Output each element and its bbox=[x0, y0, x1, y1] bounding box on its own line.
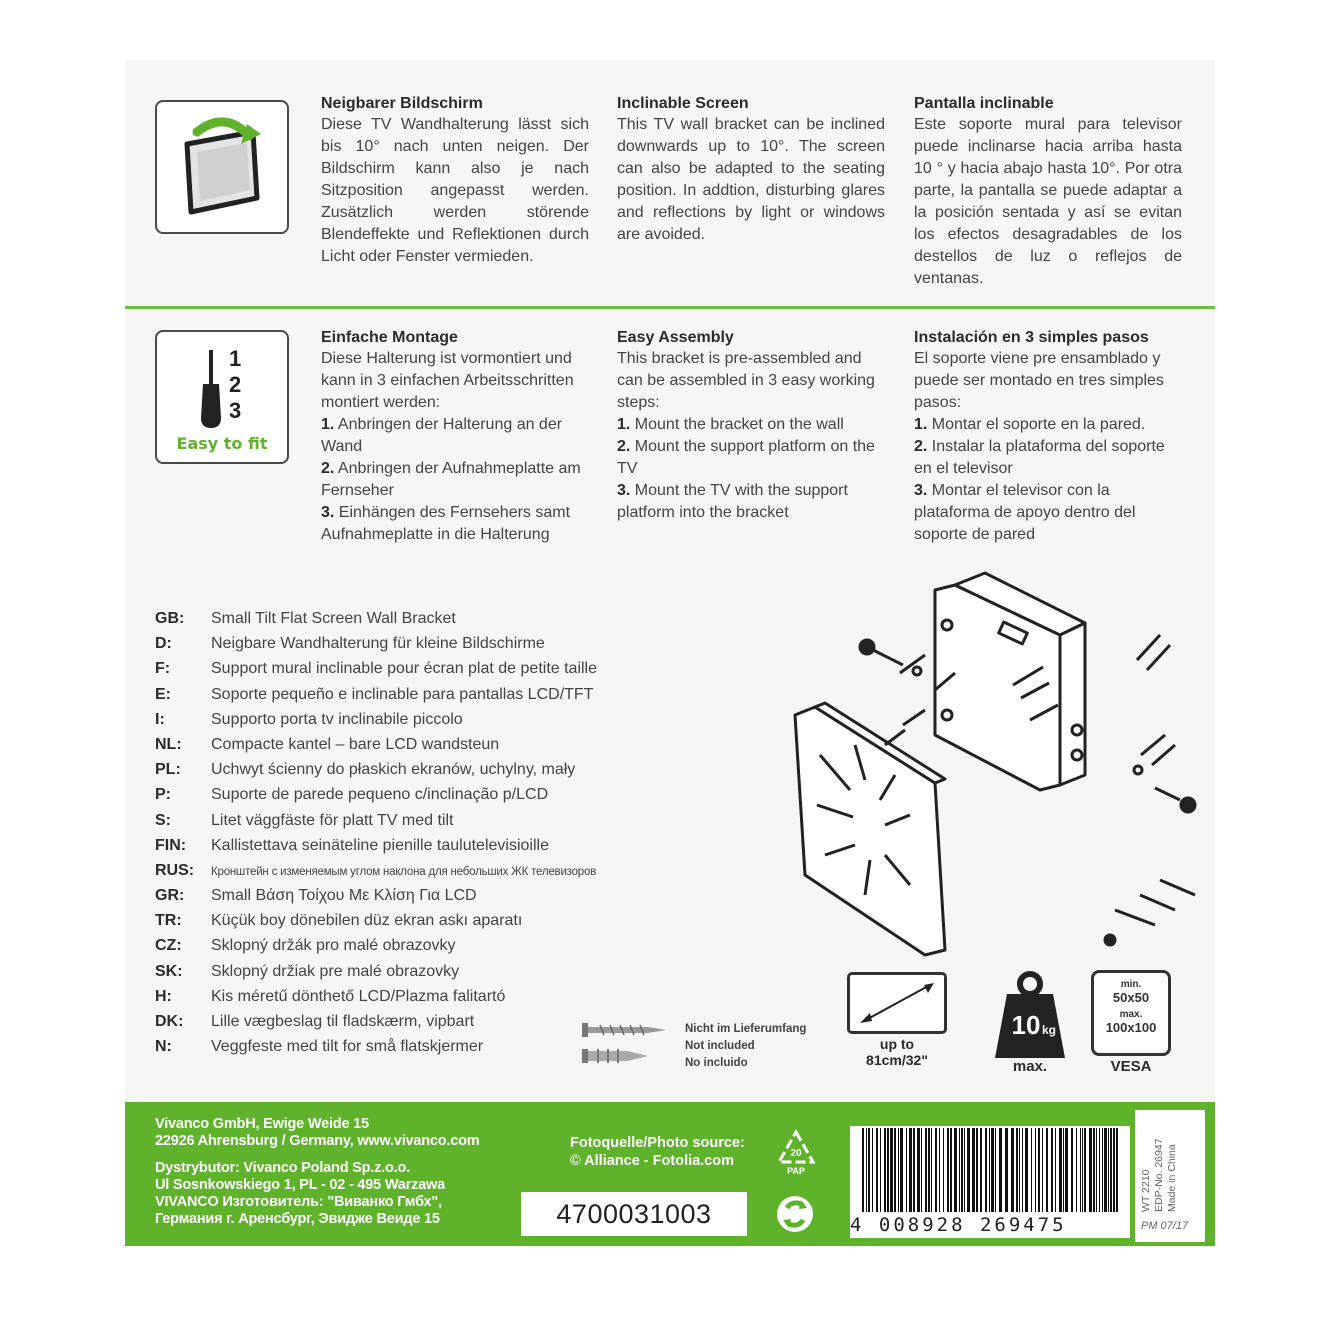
weight-unit: kg bbox=[1041, 1023, 1057, 1037]
tilt-screen-icon bbox=[155, 100, 289, 234]
barcode-bar bbox=[1016, 1128, 1018, 1212]
barcode-bar bbox=[928, 1128, 930, 1212]
barcode-bar bbox=[1046, 1128, 1048, 1212]
barcode-bar bbox=[909, 1128, 912, 1212]
barcode-bar bbox=[999, 1128, 1002, 1212]
footer-band bbox=[125, 1102, 1215, 1246]
screws-dowels-icon bbox=[580, 1015, 680, 1075]
barcode-bar bbox=[985, 1128, 987, 1212]
feature-tilt bbox=[125, 60, 1215, 306]
barcode-bar bbox=[884, 1128, 886, 1212]
barcode-bar bbox=[1042, 1128, 1043, 1212]
assembly-intro-en: This bracket is pre-assembled and can be assembled in 3 easy working steps: bbox=[617, 350, 875, 411]
barcode-bar bbox=[872, 1128, 873, 1212]
vesa-label: VESA bbox=[1110, 1058, 1152, 1075]
barcode-bars bbox=[850, 1128, 1130, 1214]
assembly-step-de: 1. Anbringen der Halterung an der Wand bbox=[321, 416, 563, 455]
list-item: NL: Compacte kantel – bare LCD wandsteun bbox=[155, 735, 500, 753]
list-item: F: Support mural inclinable pour écran plat de petite taille bbox=[155, 660, 598, 678]
barcode-bar bbox=[1022, 1128, 1023, 1212]
assembly-step-en: 2. Mount the support platform on the TV bbox=[617, 438, 875, 477]
tilt-title-en: Inclinable Screen bbox=[617, 95, 749, 112]
barcode-bar bbox=[1110, 1128, 1112, 1212]
barcode-bar bbox=[887, 1128, 889, 1212]
barcode-bar bbox=[1104, 1128, 1107, 1212]
barcode-bar bbox=[976, 1128, 978, 1212]
green-dot-icon bbox=[775, 1194, 815, 1234]
barcode-bar bbox=[1051, 1128, 1053, 1212]
barcode-bar bbox=[868, 1128, 870, 1212]
section-divider bbox=[125, 306, 1215, 309]
barcode-bar bbox=[1065, 1128, 1068, 1212]
recycle-label: PAP bbox=[787, 1166, 805, 1176]
barcode-bar bbox=[1019, 1128, 1020, 1212]
recycle-code: 20 bbox=[790, 1148, 802, 1159]
list-item: RUS: Кронштейн с изменяемым углом наклона для небольших ЖК телевизоров bbox=[155, 861, 597, 879]
assembly-step-2: 2 bbox=[229, 372, 242, 397]
distributor-address: Ul Sosnkowskiego 1, PL - 02 - 495 Warzawa bbox=[155, 1177, 445, 1193]
barcode-bar bbox=[890, 1128, 893, 1212]
vesa-min-value: 50x50 bbox=[1112, 990, 1150, 1005]
tilt-text-es bbox=[914, 94, 1182, 290]
barcode-bar bbox=[917, 1128, 920, 1212]
barcode-bar bbox=[1113, 1128, 1115, 1212]
vesa-min-label: min. bbox=[1120, 979, 1142, 990]
side-info-text bbox=[1140, 1138, 1179, 1212]
barcode-bar bbox=[876, 1128, 878, 1212]
bracket-exploded-drawing bbox=[785, 555, 1215, 965]
assembly-step-en: 1. Mount the bracket on the wall bbox=[617, 416, 844, 433]
weight-max-label: max. bbox=[1012, 1058, 1048, 1075]
weight-icon bbox=[993, 968, 1067, 1060]
barcode-bar bbox=[967, 1128, 970, 1212]
tilt-body-es: Este soporte mural para televisor puede inclinarse hacia arriba hasta 10 ° y hacia abajo hasta 10°. Por otra parte, la pantalla se puede adaptar a la posición sentada y así se evitan los efectos desagradables de los destellos de luz o reflejos de ventanas. bbox=[914, 116, 1182, 287]
barcode-bar bbox=[1035, 1128, 1036, 1212]
barcode-bar bbox=[1059, 1128, 1062, 1212]
barcode-bar bbox=[898, 1128, 899, 1212]
distributor-name: Dystrybutor: Vivanco Poland Sp.z.o.o. bbox=[155, 1160, 410, 1176]
tilt-title-de: Neigbarer Bildschirm bbox=[321, 95, 483, 112]
assembly-intro-es: El soporte viene pre ensamblado y puede ser montado en tres simples pasos: bbox=[914, 350, 1164, 411]
barcode-bar bbox=[894, 1128, 896, 1212]
barcode-bar bbox=[989, 1128, 990, 1212]
barcode-bar bbox=[925, 1128, 927, 1212]
list-item: FIN: Kallistettava seinäteline pienille taulutelevisioille bbox=[155, 836, 549, 854]
barcode-bar bbox=[1099, 1128, 1100, 1212]
barcode-bar bbox=[1011, 1128, 1014, 1212]
barcode-bar bbox=[1089, 1128, 1092, 1212]
barcode-bar bbox=[1071, 1128, 1073, 1212]
origin: Made in China bbox=[1166, 1144, 1178, 1212]
recycle-icon bbox=[775, 1128, 817, 1176]
barcode-bar bbox=[954, 1128, 957, 1212]
barcode-bar bbox=[1082, 1128, 1083, 1212]
not-included-en: Not included bbox=[685, 1040, 755, 1052]
barcode-bar bbox=[913, 1128, 915, 1212]
barcode-bar bbox=[959, 1128, 960, 1212]
tilt-title-es: Pantalla inclinable bbox=[914, 95, 1054, 112]
assembly-step-3: 3 bbox=[229, 398, 242, 423]
list-item: SK: Sklopný držiak pre malé obrazovky bbox=[155, 962, 460, 980]
barcode-bar bbox=[943, 1128, 944, 1212]
article-number: 4700031003 bbox=[521, 1192, 747, 1236]
list-item: I: Supporto porta tv inclinabile piccolo bbox=[155, 710, 463, 728]
company-name: Vivanco GmbH bbox=[155, 1116, 256, 1132]
weight-value: 10 bbox=[1011, 1010, 1041, 1040]
barcode-bar bbox=[1084, 1128, 1086, 1212]
assembly-text-de bbox=[321, 328, 589, 546]
barcode-bar bbox=[935, 1128, 937, 1212]
assembly-text-en bbox=[617, 328, 885, 524]
list-item: TR: Küçük boy dönebilen düz ekran askı aparatı bbox=[155, 912, 523, 930]
barcode-bar bbox=[921, 1128, 922, 1212]
assembly-step-es: 1. Montar el soporte en la pared. bbox=[914, 416, 1146, 433]
vesa-max-label: max. bbox=[1119, 1009, 1143, 1020]
vesa-spec-box bbox=[1091, 970, 1171, 1056]
assembly-step-de: 3. Einhängen des Fernsehers samt Aufnahmeplatte in die Halterung bbox=[321, 504, 571, 543]
barcode-bar bbox=[1076, 1128, 1077, 1212]
assembly-step-de: 2. Anbringen der Aufnahmeplatte am Fernseher bbox=[321, 460, 581, 499]
list-item: PL: Uchwyt ścienny do płaskich ekranów, uchylny, mały bbox=[155, 761, 576, 779]
model-number: WT 2210 bbox=[1140, 1169, 1152, 1212]
barcode-bar bbox=[972, 1128, 975, 1212]
assembly-title-es: Instalación en 3 simples pasos bbox=[914, 329, 1149, 346]
list-item: GR: Small Βάση Τοίχου Με Κλίση Για LCD bbox=[155, 887, 477, 905]
tilt-text-en bbox=[617, 94, 885, 246]
screwdriver-icon bbox=[155, 330, 289, 464]
barcode-bar bbox=[991, 1128, 994, 1212]
not-included-note bbox=[580, 1015, 820, 1075]
edp-number: EDP-No. 26947 bbox=[1153, 1138, 1165, 1212]
tilt-body-en: This TV wall bracket can be inclined downwards up to 10°. The screen can also be adapted to the seating position. In addtion, disturbing glares and reflections by light or windows are avoided. bbox=[617, 116, 885, 243]
list-item: D: Neigbare Wandhalterung für kleine Bildschirme bbox=[155, 635, 545, 653]
company-city: 22926 Ahrensburg / Germany, www.vivanco.com bbox=[155, 1133, 480, 1149]
barcode-bar bbox=[980, 1128, 982, 1212]
vesa-max-value: 100x100 bbox=[1105, 1020, 1157, 1035]
assembly-title-de: Einfache Montage bbox=[321, 329, 458, 346]
packaging-back bbox=[125, 60, 1215, 1246]
barcode-bar bbox=[866, 1128, 867, 1212]
ru-manufacturer: VIVANCO Изготовитель: "Виванко Гмбх", bbox=[155, 1194, 442, 1210]
product-name-translations bbox=[155, 606, 715, 1059]
barcode-bar bbox=[880, 1128, 881, 1212]
assembly-step-es: 3. Montar el televisor con la plataforma de apoyo dentro del soporte de pared bbox=[914, 482, 1136, 543]
barcode-bar bbox=[1102, 1128, 1103, 1212]
barcode-bar bbox=[1038, 1128, 1040, 1212]
list-item: DK: Lille vægbeslag til fladskærm, vipbart bbox=[155, 1013, 475, 1030]
barcode-bar bbox=[1108, 1128, 1109, 1212]
photo-source: Fotoquelle/Photo source: © Alliance - Fotolia.com bbox=[570, 1135, 745, 1169]
easy-to-fit-label: Easy to fit bbox=[176, 434, 268, 453]
list-item: S: Litet väggfäste för platt TV med tilt bbox=[155, 811, 454, 829]
barcode-bar bbox=[939, 1128, 940, 1212]
list-item: CZ: Sklopný držák pro malé obrazovky bbox=[155, 937, 456, 955]
tilt-text-de bbox=[321, 94, 589, 268]
barcode-bar bbox=[1055, 1128, 1056, 1212]
barcode-bar bbox=[995, 1128, 996, 1212]
screen-size-label: up to 81cm/32" bbox=[866, 1036, 928, 1068]
manufacturer-address bbox=[155, 1116, 479, 1228]
barcode-bar bbox=[964, 1128, 965, 1212]
list-item: H: Kis méretű dönthető LCD/Plazma falitartó bbox=[155, 987, 506, 1005]
barcode-bar bbox=[906, 1128, 907, 1212]
barcode-bar bbox=[950, 1128, 952, 1212]
barcode-bar bbox=[1093, 1128, 1095, 1212]
not-included-de: Nicht im Lieferumfang bbox=[685, 1023, 807, 1035]
company-street: , Ewige Weide 15 bbox=[255, 1116, 369, 1132]
barcode-bar bbox=[1116, 1128, 1118, 1212]
ean-digits: 4 008928 269475 bbox=[850, 1214, 1067, 1236]
barcode-bar bbox=[947, 1128, 949, 1212]
barcode-bar bbox=[1005, 1128, 1008, 1212]
barcode-bar bbox=[862, 1128, 864, 1212]
barcode-bar bbox=[1063, 1128, 1064, 1212]
ean-barcode bbox=[850, 1126, 1130, 1238]
ru-address: Германия г. Аренсбург, Эвидже Веиде 15 bbox=[155, 1211, 440, 1227]
list-item: E: Soporte pequeño e inclinable para pantallas LCD/TFT bbox=[155, 685, 594, 703]
tilt-body-de: Diese TV Wandhalterung lässt sich bis 10° nach unten neigen. Der Bildschirm kann also je nach Sitzposition angepasst werden. Zusätzlich werden störende Blendeffekte und Reflektionen durch Licht oder Fenster vermieden. bbox=[321, 116, 589, 265]
assembly-text-es bbox=[914, 328, 1182, 546]
list-item: GB: Small Tilt Flat Screen Wall Bracket bbox=[155, 610, 456, 627]
print-mark: PM 07/17 bbox=[1141, 1220, 1189, 1232]
assembly-intro-de: Diese Halterung ist vormontiert und kann in 3 einfachen Arbeitsschritten montiert werden: bbox=[321, 350, 574, 411]
screen-size-icon bbox=[847, 972, 947, 1034]
barcode-bar bbox=[961, 1128, 963, 1212]
barcode-bar bbox=[1031, 1128, 1032, 1212]
assembly-step-en: 3. Mount the TV with the support platform into the bracket bbox=[617, 482, 848, 521]
barcode-bar bbox=[900, 1128, 903, 1212]
barcode-bar bbox=[1096, 1128, 1097, 1212]
barcode-bar bbox=[1025, 1128, 1028, 1212]
barcode-bar bbox=[1080, 1128, 1081, 1212]
list-item: P: Suporte de parede pequeno c/inclinação p/LCD bbox=[155, 786, 549, 804]
assembly-step-1: 1 bbox=[229, 346, 242, 371]
assembly-step-es: 2. Instalar la plataforma del soporte en el televisor bbox=[914, 438, 1165, 477]
list-item: N: Veggfeste med tilt for små flatskjermer bbox=[155, 1038, 484, 1056]
not-included-es: No incluido bbox=[685, 1057, 748, 1069]
barcode-bar bbox=[931, 1128, 932, 1212]
assembly-title-en: Easy Assembly bbox=[617, 329, 734, 346]
